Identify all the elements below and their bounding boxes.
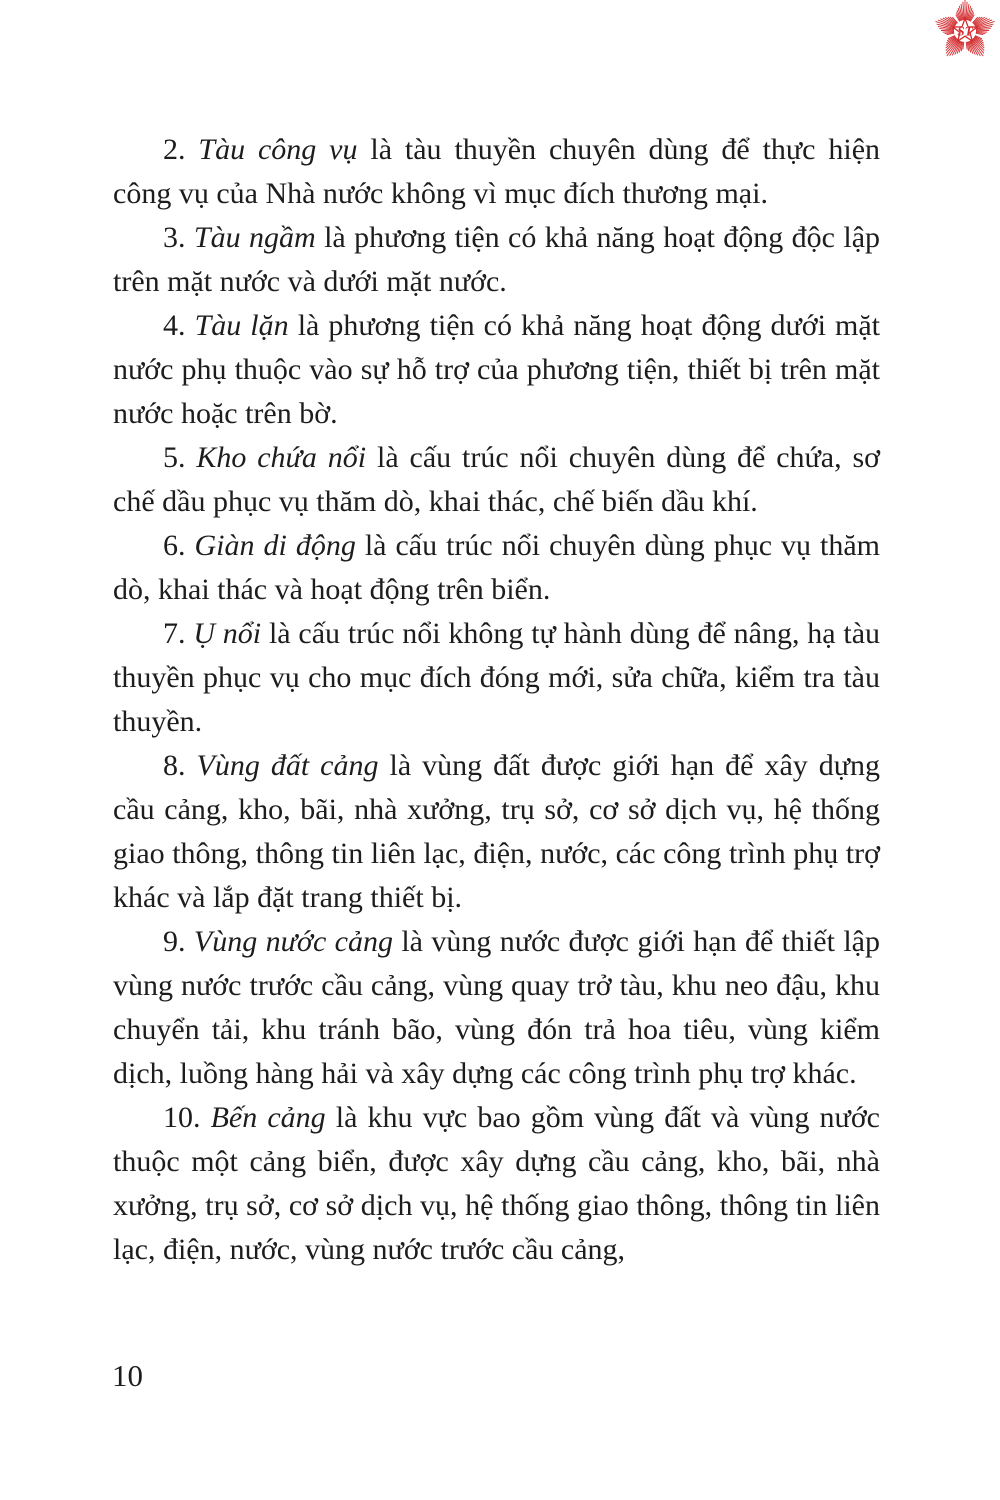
paragraph-item-2 (113, 128, 880, 216)
defined-term: Giàn di động (194, 529, 356, 562)
item-number: 7. (163, 617, 186, 650)
definition-text: là vùng nước được giới hạn để thiết lập vùng nước trước cầu cảng, vùng quay trở tàu, khu neo đậu, khu chuyển tải, khu tránh bão, vùng đón trả hoa tiêu, vùng kiểm dịch, luồng hàng hải và xây dựng các công trình phụ trợ khác. (113, 925, 880, 1090)
paragraph-item-3 (113, 216, 880, 304)
paragraph-item-9 (113, 920, 880, 1096)
item-number: 8. (163, 749, 186, 782)
defined-term: Tàu ngầm (193, 221, 316, 254)
defined-term: Ụ nổi (193, 617, 262, 650)
item-number: 4. (163, 309, 186, 342)
definition-text: là cấu trúc nổi chuyên dùng phục vụ thăm dò, khai thác và hoạt động trên biển. (113, 529, 880, 606)
page-body-text (113, 128, 880, 1272)
definition-text: là cấu trúc nổi không tự hành dùng để nâng, hạ tàu thuyền phục vụ cho mục đích đóng mới, sửa chữa, kiểm tra tàu thuyền. (113, 617, 881, 738)
defined-term: Kho chứa nổi (196, 441, 367, 474)
page-number: 10 (112, 1358, 143, 1393)
item-number: 10. (163, 1101, 201, 1134)
defined-term: Tàu công vụ (198, 133, 358, 166)
paragraph-item-4 (113, 304, 880, 436)
definition-text: là phương tiện có khả năng hoạt động dưới mặt nước phụ thuộc vào sự hỗ trợ của phương tiện, thiết bị trên mặt nước hoặc trên bờ. (113, 309, 880, 430)
item-number: 3. (163, 221, 186, 254)
publisher-starburst-logo-icon (932, 0, 998, 64)
defined-term: Bến cảng (210, 1101, 326, 1134)
definition-text: là tàu thuyền chuyên dùng để thực hiện công vụ của Nhà nước không vì mục đích thương mại. (113, 133, 881, 210)
paragraph-item-10 (113, 1096, 880, 1272)
paragraph-item-5 (113, 436, 880, 524)
item-number: 5. (163, 441, 186, 474)
defined-term: Vùng nước cảng (193, 925, 393, 958)
defined-term: Tàu lặn (194, 309, 289, 342)
item-number: 9. (163, 925, 186, 958)
item-number: 2. (163, 133, 186, 166)
item-number: 6. (163, 529, 186, 562)
logo-letters: ST (957, 23, 973, 39)
defined-term: Vùng đất cảng (196, 749, 379, 782)
definition-text: là khu vực bao gồm vùng đất và vùng nước thuộc một cảng biển, được xây dựng cầu cảng, kho, bãi, nhà xưởng, trụ sở, cơ sở dịch vụ, hệ thống giao thông, thông tin liên lạc, điện, nước, vùng nước trước cầu cảng, (113, 1101, 880, 1266)
definition-text: là vùng đất được giới hạn để xây dựng cầu cảng, kho, bãi, nhà xưởng, trụ sở, cơ sở dịch vụ, hệ thống giao thông, thông tin liên lạc, điện, nước, các công trình phụ trợ khác và lắp đặt trang thiết bị. (113, 749, 881, 914)
paragraph-item-7 (113, 612, 880, 744)
definition-text: là phương tiện có khả năng hoạt động độc lập trên mặt nước và dưới mặt nước. (113, 221, 881, 298)
paragraph-item-8 (113, 744, 880, 920)
paragraph-item-6 (113, 524, 880, 612)
definition-text: là cấu trúc nổi chuyên dùng để chứa, sơ chế dầu phục vụ thăm dò, khai thác, chế biến dầu khí. (113, 441, 881, 518)
